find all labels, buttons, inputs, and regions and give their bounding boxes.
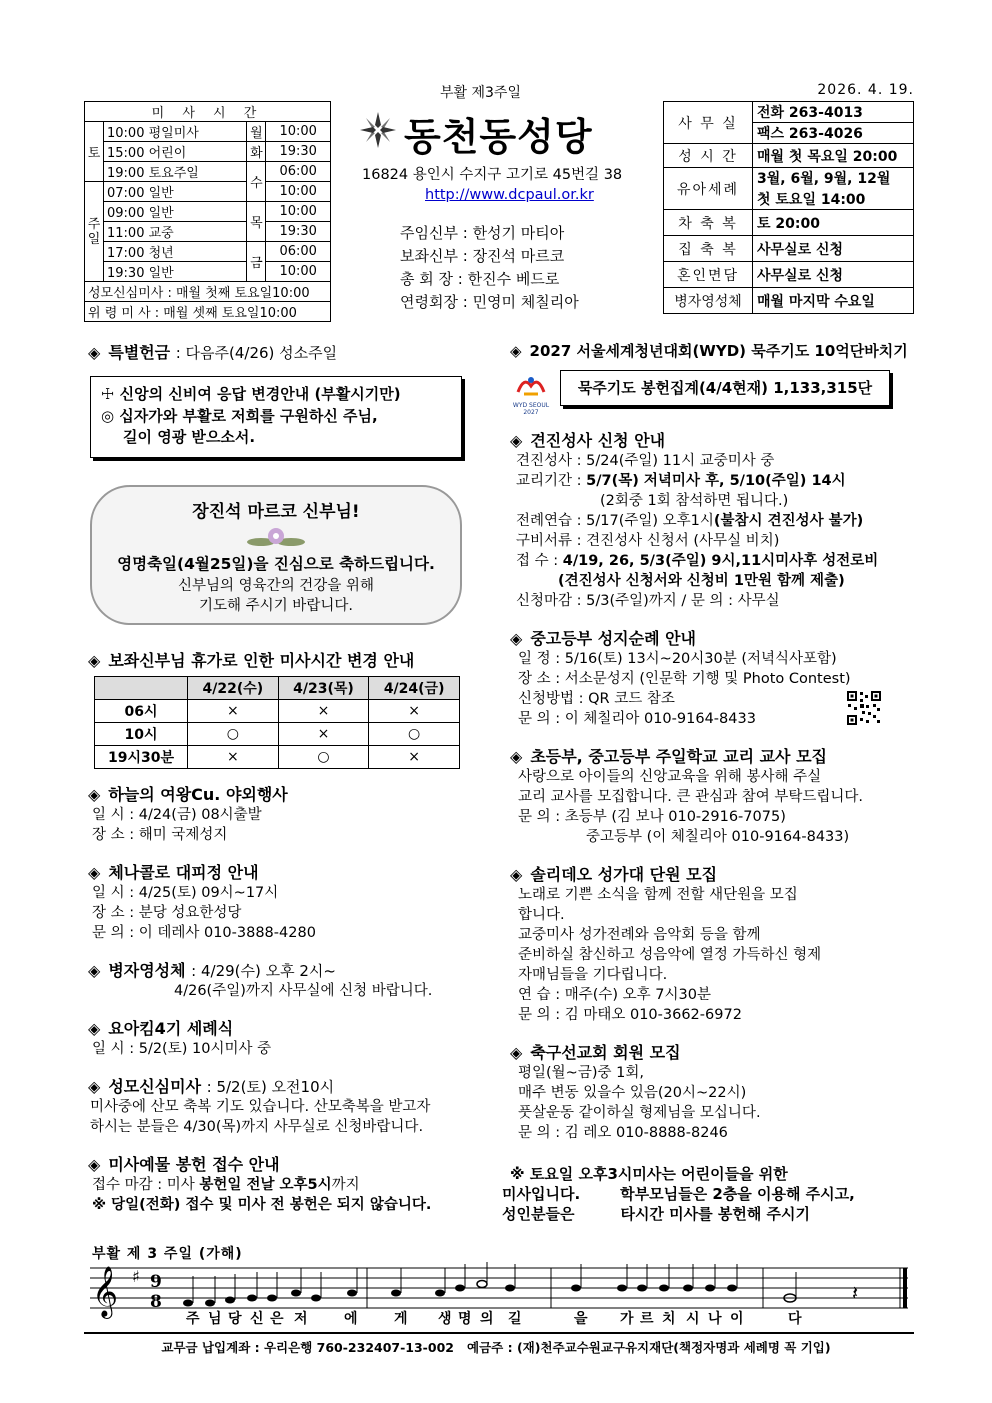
teacher-recruit-section: ◈ 초등부, 중고등부 주일학교 교리 교사 모집 사랑으로 아이들의 신앙교육을 위해 봉사해 주실 교리 교사를 모집합니다. 큰 관심과 참여 부탁드립니다. 문 의 : 초등부 (김 보나 010-2916-7075) 중고등부 (이 체칠리아 010-9164-8433) — [510, 747, 864, 845]
church-website-link[interactable]: http://www.dcpaul.or.kr — [425, 187, 594, 203]
house-blessing-value: 사무실로 신청 — [753, 236, 914, 262]
time-sig-top-icon: 9 — [150, 1272, 162, 1292]
marriage-label: 혼인면담 — [664, 262, 753, 288]
thu-time-1: 10:00 — [266, 202, 331, 222]
music-title: 부활 제 3 주일 (가해) — [92, 1246, 243, 1262]
mystery-line-2: 길이 영광 받으소서. — [123, 428, 256, 446]
sun-mass-1: 07:00 일반 — [104, 182, 247, 202]
feast-line-2: 기도해 주시기 바랍니다. — [199, 598, 353, 614]
date-label: 2026. 4. 19. — [817, 82, 914, 98]
confirmation-section: ◈ 견진성사 신청 안내 견진성사 : 5/24(주일) 11시 교중미사 중 교리기간 : 5/7(목) 저녁미사 후, 5/10(주일) 14시 (2회중 1회 참석하면 됩니다.) 전례연습 : 5/17(주일) 오후1시(불참시 견진성사 불가) 구비서류 : 견진성사 신청서 (사무실 비치) 접 수 : 4/19, 26, 5/3(주일) 9시,11시미사후 성전로비 (견진성사 신청서와 신청비 1만원 함께 제출) 신청마감 : 5/3(주일)까지 / 문 의 : 사무실 — [510, 431, 879, 609]
sun-mass-3: 11:00 교중 — [104, 222, 247, 242]
lyric-syllable: 다 — [788, 1311, 802, 1327]
cross-logo-icon — [358, 110, 398, 150]
choir-recruit-section: ◈ 솔리데오 성가대 단원 모집 노래로 기쁜 소식을 함께 전할 새단원을 모집 합니다. 교중미사 성가전례와 음악회 등을 함께 준비하실 참신하고 성음악에 열정 가득하신 형제 자매님들을 기다립니다. 연 습 : 매주(수) 오후 7시30분 문 의 : 김 마태오 010-3662-6972 — [510, 865, 822, 1023]
feast-line-1: 신부님의 영육간의 건강을 위해 — [178, 578, 374, 594]
church-address: 16824 용인시 수지구 고기로 45번길 38 — [362, 167, 623, 183]
wyd-title: ◈ 2027 서울세계청년대회(WYD) 묵주기도 10억단바치기 — [510, 342, 908, 360]
chenakolo-section: ◈ 체나콜로 대피정 안내 일 시 : 4/25(토) 09시~17시 장 소 : 분당 성요한성당 문 의 : 이 데레사 010-3888-4280 — [88, 863, 316, 941]
adoration-label: 성 시 간 — [664, 144, 753, 168]
day-thu: 목 — [247, 202, 266, 242]
lyric-syllable: 시 — [686, 1311, 700, 1327]
time-sig-bottom-icon: 8 — [150, 1292, 162, 1312]
mass-time-table — [84, 101, 331, 322]
marriage-value: 사무실로 신청 — [753, 262, 914, 288]
feast-day-card — [90, 485, 462, 625]
sun-mass-2: 09:00 일반 — [104, 202, 247, 222]
rest-icon: 𝄽 — [852, 1281, 859, 1305]
lyric-syllable: 명 — [458, 1311, 472, 1327]
pilgrimage-section: ◈ 중고등부 성지순례 안내 일 정 : 5/16(토) 13시~20시30분 (저녁식사포함) 장 소 : 서소문성지 (인문학 기행 및 Photo Contest) 신청방법 : QR 코드 참조 문 의 : 이 체칠리아 010-9164-8433 — [510, 629, 851, 727]
lyric-syllable: 길 — [508, 1311, 522, 1327]
clergy-pastor: 주임신부 : 한성기 마티아 — [400, 224, 565, 242]
lyric-syllable: 주 — [186, 1311, 200, 1327]
rosary-count-box: 묵주기도 봉헌집계(4/4현재) 1,133,315단 — [560, 370, 890, 406]
mystery-line-1: ◎ 십자가와 부활로 저희를 구원하신 주님, — [101, 407, 378, 425]
wyd-logo: WYD SEOUL 2027 — [508, 372, 554, 412]
lyric-syllable: 생 — [438, 1311, 452, 1327]
footer-account-info: 교무금 납입계좌 : 우리은행 760-232407-13-002 예금주 : (재)천주교수원교구유지재단(책정자명과 세례명 꼭 기입) — [161, 1340, 831, 1355]
infant-baptism-label: 유아세례 — [664, 168, 753, 210]
fri-time-2: 10:00 — [266, 262, 331, 282]
tue-time: 19:30 — [266, 142, 331, 162]
mystery-change-box — [90, 376, 462, 458]
sun-mass-4: 17:00 청년 — [104, 242, 247, 262]
house-blessing-label: 집 축 복 — [664, 236, 753, 262]
feast-main: 영명축일(4월25일)을 진심으로 축하드립니다. — [117, 555, 435, 573]
clergy-funeral-head: 연령회장 : 민영미 체칠리아 — [400, 293, 579, 311]
sat-mass-2: 15:00 어린이 — [104, 142, 247, 162]
infant-baptism-time: 첫 토요일 14:00 — [753, 189, 914, 210]
sched-col-2: 4/23(목) — [278, 677, 369, 700]
children-mass-notice: ※ 토요일 오후3시미사는 어린이들을 위한 미사입니다. 학부모님들은 2층을 이용해 주시고, 성인분들은 타시간 미사를 봉헌해 주시기 — [502, 1165, 855, 1223]
thu-time-2: 19:30 — [266, 222, 331, 242]
sched-col-3: 4/24(금) — [369, 677, 460, 700]
schedule-change-table — [94, 676, 460, 769]
lyrics-line — [90, 1308, 910, 1330]
cu-event-section: ◈ 하늘의 여왕Cu. 야외행사 일 시 : 4/24(금) 08시출발 장 소 : 해미 국제성지 — [88, 785, 288, 843]
lyric-syllable: 님 — [208, 1311, 222, 1327]
lyric-syllable: 에 — [344, 1311, 358, 1327]
wed-time-2: 10:00 — [266, 182, 331, 202]
clergy-list — [400, 222, 579, 314]
lyric-syllable: 당 — [228, 1311, 242, 1327]
lyric-syllable: 신 — [250, 1311, 264, 1327]
car-blessing-value: 토 20:00 — [753, 210, 914, 236]
fri-time-1: 06:00 — [266, 242, 331, 262]
qr-code-icon[interactable] — [846, 690, 882, 726]
week-label: 부활 제3주일 — [440, 85, 521, 101]
wed-time-1: 06:00 — [266, 162, 331, 182]
lyric-syllable: 가 — [620, 1311, 634, 1327]
saturday-label: 토 — [85, 122, 104, 182]
day-fri: 금 — [247, 242, 266, 282]
sick-communion-label: 병자영성체 — [664, 288, 753, 314]
lyric-syllable: 저 — [294, 1311, 308, 1327]
mass-table-title: 미 사 시 간 — [85, 102, 331, 122]
office-phone: 전화 263-4013 — [753, 102, 914, 123]
marian-mass-section: ◈ 성모신심미사 : 5/2(토) 오전10시 미사중에 산모 축복 기도 있습니다. 산모축복을 받고자 하시는 분들은 4/30(목)까지 사무실로 신청바랍니다. — [88, 1077, 431, 1135]
schedule-change-title: ◈ 보좌신부님 휴가로 인한 미사시간 변경 안내 — [88, 651, 415, 670]
joachim-section: ◈ 요아킴4기 세례식 일 시 : 5/2(토) 10시미사 중 — [88, 1019, 272, 1057]
lyric-syllable: 을 — [574, 1311, 588, 1327]
mystery-title: ☩ 신앙의 신비여 응답 변경안내 (부활시기만) — [101, 385, 401, 403]
requiem-mass-note: 위 령 미 사 : 매월 셋째 토요일10:00 — [85, 302, 331, 322]
day-mon: 월 — [247, 122, 266, 142]
lyric-syllable: 게 — [394, 1311, 408, 1327]
office-info-table — [663, 101, 914, 314]
clergy-president: 총 회 장 : 한진수 베드로 — [400, 270, 560, 288]
mass-intention-section: ◈ 미사예물 봉헌 접수 안내 접수 마감 : 미사 봉헌일 전날 오후5시까지 ※ 당일(전화) 접수 및 미사 전 봉헌은 되지 않습니다. — [88, 1155, 432, 1213]
clergy-assistant: 보좌신부 : 장진석 마르코 — [400, 247, 565, 265]
lyric-syllable: 치 — [662, 1311, 676, 1327]
music-notes — [183, 1262, 796, 1307]
sched-col-1: 4/22(수) — [188, 677, 279, 700]
lyric-syllable: 이 — [730, 1311, 744, 1327]
special-offering: ◈ 특별헌금 : 다음주(4/26) 성소주일 — [88, 343, 338, 362]
table-row: 19시30분 × ○ × — [95, 746, 460, 769]
soccer-club-section: ◈ 축구선교회 회원 모집 평일(월~금)중 1회, 매주 변동 있을수 있음(20시~22시) 풋살운동 같이하실 형제님을 모십니다. 문 의 : 김 레오 010-8888-8246 — [510, 1043, 761, 1141]
sat-mass-3: 19:00 토요주일 — [104, 162, 247, 182]
office-fax: 팩스 263-4026 — [753, 123, 914, 144]
feast-title: 장진석 마르코 신부님! — [192, 502, 360, 522]
sick-communion-section: ◈ 병자영성체 : 4/29(수) 오후 2시~ 4/26(주일)까지 사무실에 신청 바랍니다. — [88, 961, 433, 999]
day-wed: 수 — [247, 162, 266, 202]
footer-divider — [84, 1332, 914, 1334]
lyric-syllable: 르 — [640, 1311, 654, 1327]
office-label: 사 무 실 — [664, 102, 753, 144]
sat-mass-1: 10:00 평일미사 — [104, 122, 247, 142]
lyric-syllable: 의 — [480, 1311, 494, 1327]
church-name: 동천동성당 — [404, 115, 593, 159]
car-blessing-label: 차 축 복 — [664, 210, 753, 236]
marian-mass-note: 성모신심미사 : 매월 첫째 토요일10:00 — [85, 282, 331, 302]
wyd-logo-icon — [514, 372, 548, 398]
sharp-sign-icon: ♯ — [132, 1267, 140, 1286]
adoration-value: 매월 첫 목요일 20:00 — [753, 144, 914, 168]
lyric-syllable: 은 — [270, 1311, 284, 1327]
treble-clef-icon: 𝄞 — [92, 1266, 119, 1317]
lyric-syllable: 나 — [708, 1311, 722, 1327]
sunday-label: 주일 — [85, 182, 104, 282]
table-row: 06시 × × × — [95, 700, 460, 723]
sun-mass-5: 19:30 일반 — [104, 262, 247, 282]
day-tue: 화 — [247, 142, 266, 162]
infant-baptism-months: 3월, 6월, 9월, 12월 — [753, 168, 914, 189]
table-row: 10시 ○ × ○ — [95, 723, 460, 746]
sick-communion-value: 매월 마지막 수요일 — [753, 288, 914, 314]
flower-icon — [241, 524, 311, 550]
mon-time: 10:00 — [266, 122, 331, 142]
